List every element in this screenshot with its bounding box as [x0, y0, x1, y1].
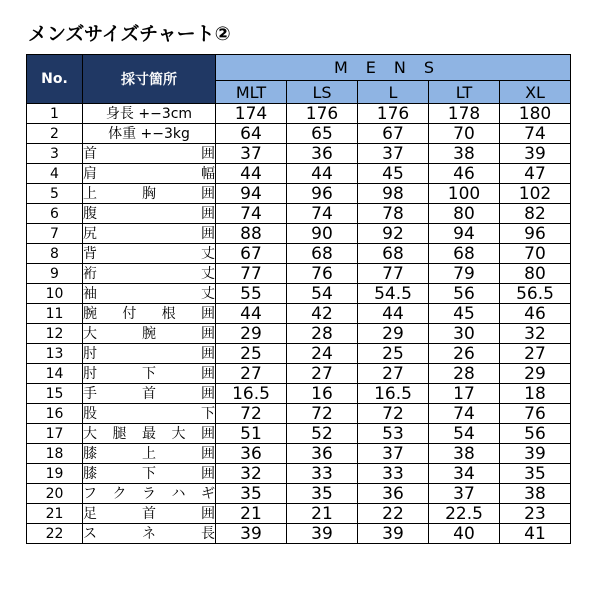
value-l: 33: [358, 464, 429, 484]
value-ls: 24: [287, 344, 358, 364]
value-lt: 45: [429, 304, 500, 324]
size-header-lt: LT: [429, 81, 500, 104]
measurement-part-char: 付: [122, 305, 137, 322]
measurement-part: [83, 264, 216, 284]
value-mlt: 67: [216, 244, 287, 264]
value-mlt: 39: [216, 524, 287, 544]
value-xl: 74: [500, 124, 571, 144]
value-lt: 30: [429, 324, 500, 344]
value-l: 22: [358, 504, 429, 524]
table-row: [27, 444, 571, 464]
value-l: 92: [358, 224, 429, 244]
measurement-part-char: 下: [142, 465, 156, 482]
value-ls: 27: [287, 364, 358, 384]
measurement-part: [83, 364, 216, 384]
measurement-part-char: 腹: [83, 205, 97, 222]
measurement-part-char: 囲: [201, 505, 215, 522]
value-l: 44: [358, 304, 429, 324]
measurement-part: [83, 344, 216, 364]
row-number: 19: [27, 464, 83, 484]
value-xl: 23: [500, 504, 571, 524]
value-lt: 79: [429, 264, 500, 284]
value-lt: 22.5: [429, 504, 500, 524]
table-row: [27, 244, 571, 264]
size-header-mlt: MLT: [216, 81, 287, 104]
value-ls: 76: [287, 264, 358, 284]
table-row: [27, 184, 571, 204]
measurement-part-char: 囲: [201, 145, 215, 162]
measurement-part-char: 首: [83, 145, 97, 162]
measurement-part: [83, 144, 216, 164]
measurement-part: [83, 324, 216, 344]
value-lt: 70: [429, 124, 500, 144]
value-ls: 28: [287, 324, 358, 344]
value-mlt: 174: [216, 104, 287, 124]
measurement-part: [83, 424, 216, 444]
measurement-part-char: 腿: [112, 425, 127, 442]
value-xl: 18: [500, 384, 571, 404]
value-lt: 80: [429, 204, 500, 224]
value-l: 25: [358, 344, 429, 364]
measurement-part: [83, 224, 216, 244]
value-l: 37: [358, 144, 429, 164]
value-mlt: 25: [216, 344, 287, 364]
measurement-part-char: 肘: [83, 345, 97, 362]
measurement-part: [83, 384, 216, 404]
value-mlt: 29: [216, 324, 287, 344]
value-mlt: 64: [216, 124, 287, 144]
value-ls: 96: [287, 184, 358, 204]
value-l: 67: [358, 124, 429, 144]
table-row: [27, 384, 571, 404]
size-header-ls: LS: [287, 81, 358, 104]
measurement-part: [83, 464, 216, 484]
value-xl: 38: [500, 484, 571, 504]
value-lt: 94: [429, 224, 500, 244]
measurement-part-char: 肩: [83, 165, 97, 182]
row-number: 1: [27, 104, 83, 124]
value-xl: 39: [500, 444, 571, 464]
measurement-part-char: 囲: [201, 325, 215, 342]
value-xl: 35: [500, 464, 571, 484]
row-number: 13: [27, 344, 83, 364]
row-number: 9: [27, 264, 83, 284]
measurement-part-char: 腕: [83, 305, 97, 322]
value-ls: 42: [287, 304, 358, 324]
row-number: 10: [27, 284, 83, 304]
row-number: 22: [27, 524, 83, 544]
measurement-part-char: 囲: [201, 205, 215, 222]
table-row: [27, 264, 571, 284]
value-xl: 29: [500, 364, 571, 384]
value-l: 98: [358, 184, 429, 204]
row-number: 11: [27, 304, 83, 324]
measurement-part-char: 長: [201, 525, 215, 542]
table-row: [27, 144, 571, 164]
value-ls: 68: [287, 244, 358, 264]
table-row: [27, 304, 571, 324]
value-l: 53: [358, 424, 429, 444]
measurement-part: [83, 484, 216, 504]
value-mlt: 16.5: [216, 384, 287, 404]
value-xl: 56.5: [500, 284, 571, 304]
row-number: 12: [27, 324, 83, 344]
measurement-part: [83, 184, 216, 204]
measurement-part-char: 首: [142, 505, 156, 522]
measurement-part: [83, 504, 216, 524]
no-header: No.: [27, 55, 83, 104]
size-header-l: L: [358, 81, 429, 104]
table-row: [27, 164, 571, 184]
table-row: [27, 464, 571, 484]
value-xl: 39: [500, 144, 571, 164]
measurement-part-char: ス: [83, 525, 97, 542]
measurement-part: [83, 204, 216, 224]
value-xl: 80: [500, 264, 571, 284]
measurement-part-char: 膝: [83, 465, 97, 482]
row-number: 6: [27, 204, 83, 224]
measurement-part-char: 胸: [142, 185, 156, 202]
value-ls: 74: [287, 204, 358, 224]
measurement-part: [83, 524, 216, 544]
value-l: 68: [358, 244, 429, 264]
table-row: [27, 404, 571, 424]
table-row: [27, 524, 571, 544]
measurement-part-char: 大: [171, 425, 186, 442]
value-lt: 40: [429, 524, 500, 544]
row-number: 21: [27, 504, 83, 524]
measurement-part-char: 囲: [201, 345, 215, 362]
value-l: 45: [358, 164, 429, 184]
value-l: 72: [358, 404, 429, 424]
part-header: 採寸箇所: [83, 55, 216, 104]
table-row: [27, 344, 571, 364]
value-l: 77: [358, 264, 429, 284]
value-mlt: 74: [216, 204, 287, 224]
value-ls: 16: [287, 384, 358, 404]
size-header-xl: XL: [500, 81, 571, 104]
row-number: 14: [27, 364, 83, 384]
table-row: [27, 284, 571, 304]
value-mlt: 21: [216, 504, 287, 524]
value-ls: 44: [287, 164, 358, 184]
measurement-part-char: 股: [83, 405, 97, 422]
measurement-part-char: 囲: [201, 365, 215, 382]
measurement-part-char: 幅: [201, 165, 215, 182]
value-ls: 36: [287, 144, 358, 164]
value-xl: 32: [500, 324, 571, 344]
value-ls: 39: [287, 524, 358, 544]
measurement-part-char: 大: [83, 325, 97, 342]
measurement-part-char: ギ: [201, 485, 215, 502]
measurement-part-char: 上: [142, 445, 156, 462]
measurement-part-char: 根: [161, 305, 176, 322]
measurement-part-char: 裄: [83, 265, 97, 282]
value-lt: 68: [429, 244, 500, 264]
row-number: 17: [27, 424, 83, 444]
value-lt: 38: [429, 444, 500, 464]
value-mlt: 44: [216, 164, 287, 184]
measurement-part-char: 大: [83, 425, 97, 442]
value-mlt: 35: [216, 484, 287, 504]
measurement-part: [83, 444, 216, 464]
value-ls: 90: [287, 224, 358, 244]
row-number: 5: [27, 184, 83, 204]
measurement-part-char: 囲: [201, 185, 215, 202]
measurement-part-char: ラ: [142, 485, 156, 502]
value-mlt: 36: [216, 444, 287, 464]
value-xl: 47: [500, 164, 571, 184]
value-xl: 82: [500, 204, 571, 224]
measurement-part-char: 丈: [201, 245, 215, 262]
table-row: [27, 224, 571, 244]
value-xl: 46: [500, 304, 571, 324]
value-xl: 27: [500, 344, 571, 364]
measurement-part-char: 囲: [201, 225, 215, 242]
measurement-part-char: 上: [83, 185, 97, 202]
value-ls: 65: [287, 124, 358, 144]
value-mlt: 72: [216, 404, 287, 424]
measurement-part: [83, 164, 216, 184]
value-lt: 46: [429, 164, 500, 184]
value-ls: 33: [287, 464, 358, 484]
row-number: 2: [27, 124, 83, 144]
value-xl: 102: [500, 184, 571, 204]
measurement-part-char: ハ: [171, 485, 186, 502]
measurement-part-char: 囲: [201, 425, 215, 442]
measurement-part-char: 袖: [83, 285, 97, 302]
size-chart-table: [26, 54, 571, 544]
value-ls: 72: [287, 404, 358, 424]
value-l: 39: [358, 524, 429, 544]
measurement-part-char: 下: [142, 365, 156, 382]
value-l: 78: [358, 204, 429, 224]
value-ls: 36: [287, 444, 358, 464]
table-row: [27, 104, 571, 124]
value-ls: 52: [287, 424, 358, 444]
value-xl: 76: [500, 404, 571, 424]
measurement-part-char: 首: [142, 385, 156, 402]
mens-header: MENS: [216, 55, 571, 81]
value-ls: 35: [287, 484, 358, 504]
measurement-part-char: 囲: [201, 445, 215, 462]
value-mlt: 51: [216, 424, 287, 444]
measurement-part-char: 手: [83, 385, 97, 402]
table-row: [27, 364, 571, 384]
row-number: 8: [27, 244, 83, 264]
value-mlt: 88: [216, 224, 287, 244]
value-lt: 178: [429, 104, 500, 124]
measurement-part-char: 丈: [201, 265, 215, 282]
measurement-part: [83, 124, 216, 144]
value-mlt: 32: [216, 464, 287, 484]
value-xl: 180: [500, 104, 571, 124]
value-mlt: 94: [216, 184, 287, 204]
row-number: 3: [27, 144, 83, 164]
value-ls: 176: [287, 104, 358, 124]
measurement-part: [83, 304, 216, 324]
value-mlt: 27: [216, 364, 287, 384]
measurement-part-char: 下: [201, 405, 215, 422]
value-lt: 26: [429, 344, 500, 364]
row-number: 16: [27, 404, 83, 424]
table-row: [27, 504, 571, 524]
measurement-part-char: 囲: [201, 385, 215, 402]
value-lt: 100: [429, 184, 500, 204]
value-mlt: 55: [216, 284, 287, 304]
value-lt: 74: [429, 404, 500, 424]
row-number: 4: [27, 164, 83, 184]
measurement-part-char: 膝: [83, 445, 97, 462]
row-number: 20: [27, 484, 83, 504]
table-row: [27, 124, 571, 144]
measurement-part-char: 足: [83, 505, 97, 522]
value-l: 27: [358, 364, 429, 384]
measurement-part-char: 囲: [201, 465, 215, 482]
row-number: 15: [27, 384, 83, 404]
measurement-part: [83, 404, 216, 424]
measurement-part-char: ク: [112, 485, 127, 502]
value-lt: 54: [429, 424, 500, 444]
measurement-part-char: 肘: [83, 365, 97, 382]
measurement-part: [83, 244, 216, 264]
measurement-part-char: 体重 +−3kg: [108, 125, 190, 142]
measurement-part-char: 身長 +−3cm: [105, 105, 193, 122]
value-xl: 41: [500, 524, 571, 544]
value-lt: 34: [429, 464, 500, 484]
measurement-part: [83, 284, 216, 304]
value-ls: 21: [287, 504, 358, 524]
size-chart-body: [27, 104, 571, 544]
value-mlt: 77: [216, 264, 287, 284]
measurement-part-char: ネ: [142, 525, 156, 542]
row-number: 18: [27, 444, 83, 464]
measurement-part: [83, 104, 216, 124]
value-ls: 54: [287, 284, 358, 304]
value-lt: 37: [429, 484, 500, 504]
measurement-part-char: 腕: [142, 325, 156, 342]
value-l: 176: [358, 104, 429, 124]
row-number: 7: [27, 224, 83, 244]
value-xl: 70: [500, 244, 571, 264]
measurement-part-char: フ: [83, 485, 97, 502]
value-l: 37: [358, 444, 429, 464]
measurement-part-char: 尻: [83, 225, 97, 242]
table-row: [27, 424, 571, 444]
measurement-part-char: 囲: [200, 305, 215, 322]
value-lt: 28: [429, 364, 500, 384]
measurement-part-char: 背: [83, 245, 97, 262]
value-mlt: 44: [216, 304, 287, 324]
table-row: [27, 484, 571, 504]
value-l: 36: [358, 484, 429, 504]
table-row: [27, 204, 571, 224]
page-title: メンズサイズチャート②: [28, 23, 231, 45]
table-row: [27, 324, 571, 344]
value-l: 54.5: [358, 284, 429, 304]
value-xl: 96: [500, 224, 571, 244]
measurement-part-char: 最: [142, 425, 156, 442]
value-lt: 56: [429, 284, 500, 304]
value-lt: 38: [429, 144, 500, 164]
value-l: 29: [358, 324, 429, 344]
value-l: 16.5: [358, 384, 429, 404]
value-lt: 17: [429, 384, 500, 404]
value-xl: 56: [500, 424, 571, 444]
measurement-part-char: 丈: [201, 285, 215, 302]
value-mlt: 37: [216, 144, 287, 164]
